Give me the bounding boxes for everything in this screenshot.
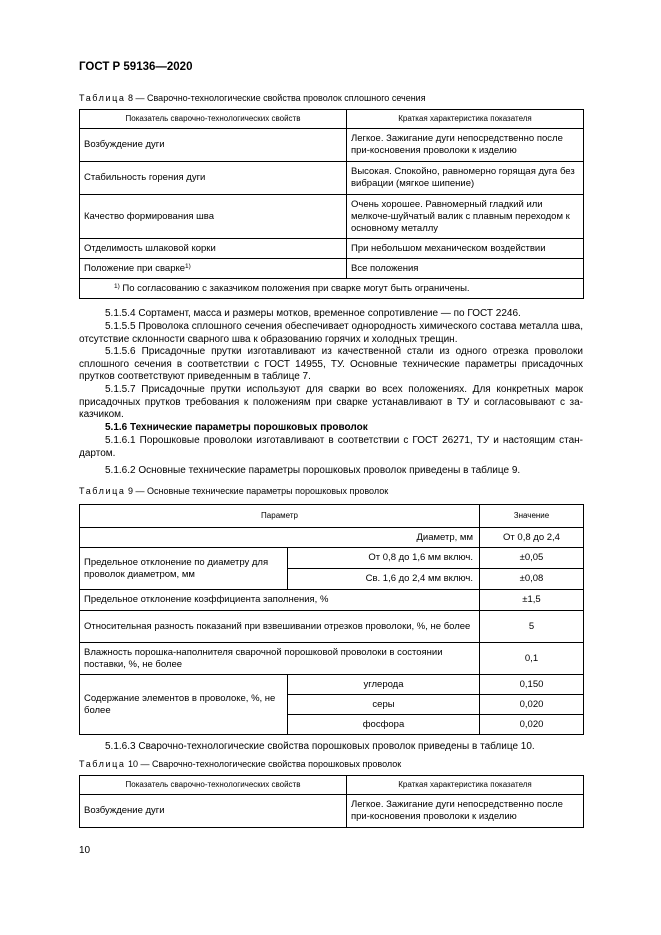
table10-caption bbox=[79, 759, 401, 769]
paragraph-5-1-5-6 bbox=[79, 346, 583, 384]
parameter-subrange: От 0,8 до 1,6 мм включ. bbox=[288, 548, 480, 569]
parameter-value: 0,020 bbox=[480, 715, 584, 735]
table-row bbox=[80, 611, 584, 643]
property-value: Легкое. Зажигание дуги непосредственно после при-косновения проволоки к изделию bbox=[347, 129, 584, 162]
paragraph-5-1-6-1 bbox=[79, 435, 583, 460]
element-name: углерода bbox=[288, 675, 480, 695]
table-row bbox=[80, 675, 584, 695]
parameter-value: ±0,05 bbox=[480, 548, 584, 569]
property-name: Возбуждение дуги bbox=[80, 129, 347, 162]
parameter-name: Предельное отклонение коэффициента заполнения, % bbox=[80, 590, 480, 611]
property-name: Отделимость шлаковой корки bbox=[80, 239, 347, 259]
paragraph-text: 5.1.5.4 Сортамент, масса и размеры мотков, временное сопротивление — по ГОСТ 2246. bbox=[105, 308, 521, 319]
footnote-text: По согласованию с заказчиком положения при сварке могут быть ограничены. bbox=[119, 282, 470, 294]
property-value: Все положения bbox=[347, 259, 584, 279]
parameter-value: ±1,5 bbox=[480, 590, 584, 611]
parameter-name: Предельное отклонение по диаметру для проволок диаметром, мм bbox=[80, 548, 288, 590]
column-header: Параметр bbox=[80, 505, 480, 528]
table-row bbox=[80, 259, 584, 279]
section-heading-5-1-6 bbox=[79, 422, 583, 435]
parameter-value: 0,1 bbox=[480, 643, 584, 675]
property-value: Высокая. Спокойно, равномерно горящая дуга без вибрации (мягкое шипение) bbox=[347, 162, 584, 195]
property-name bbox=[80, 259, 347, 279]
paragraph-text: 5.1.5.5 Проволока сплошного сечения обеспечивает однородность химического состава металла шва, отсутствие склонности сварного шва к образованию горячих и холодных трещин. bbox=[79, 321, 583, 345]
parameter-value: От 0,8 до 2,4 bbox=[480, 528, 584, 548]
table-row bbox=[80, 239, 584, 259]
document-header: ГОСТ Р 59136—2020 bbox=[79, 61, 193, 73]
parameter-subrange: Св. 1,6 до 2,4 мм включ. bbox=[288, 569, 480, 590]
property-name: Возбуждение дуги bbox=[80, 795, 347, 828]
paragraph-text: 5.1.5.7 Присадочные прутки используют для сварки во всех положениях. Для конкретных марок присадочных прутков требования к положениям при сварке устанавливают в ТУ и согласовывают с за-казчиком. bbox=[79, 384, 583, 420]
caption-label: Таблица bbox=[79, 759, 126, 769]
parameter-name: Диаметр, мм bbox=[80, 528, 480, 548]
paragraph-text: 5.1.5.6 Присадочные прутки изготавливают из качественной стали из одного отрезка проволоки сплошного сечения в соответствии с ГОСТ 14955, ТУ. Основные технические параметры присадочных прутков соответствуют приведенным в таблице 7. bbox=[79, 346, 583, 382]
column-header: Значение bbox=[480, 505, 584, 528]
parameter-value: 0,150 bbox=[480, 675, 584, 695]
table-10 bbox=[79, 775, 584, 828]
caption-text: 9 — Основные технические параметры порошковых проволок bbox=[125, 486, 389, 496]
table-row bbox=[80, 643, 584, 675]
paragraph-5-1-6-3 bbox=[79, 741, 583, 754]
table8-caption bbox=[79, 93, 426, 103]
parameter-value: 5 bbox=[480, 611, 584, 643]
parameter-value: ±0,08 bbox=[480, 569, 584, 590]
table-row bbox=[80, 548, 584, 569]
column-header: Краткая характеристика показателя bbox=[347, 776, 584, 795]
table-header-row bbox=[80, 505, 584, 528]
caption-text: 10 — Сварочно-технологические свойства порошковых проволок bbox=[125, 759, 402, 769]
element-name: серы bbox=[288, 695, 480, 715]
table-row bbox=[80, 195, 584, 239]
column-header: Показатель сварочно-технологических свойств bbox=[80, 776, 347, 795]
property-value: При небольшом механическом воздействии bbox=[347, 239, 584, 259]
paragraph-5-1-5-7 bbox=[79, 384, 583, 422]
paragraph-text: 5.1.6.2 Основные технические параметры порошковых проволок приведены в таблице 9. bbox=[105, 465, 521, 476]
element-name: фосфора bbox=[288, 715, 480, 735]
property-value: Очень хорошее. Равномерный гладкий или мелкоче-шуйчатый валик с плавным переходом к основному металлу bbox=[347, 195, 584, 239]
table-footnote bbox=[80, 279, 584, 299]
caption-label: Таблица bbox=[79, 93, 126, 103]
paragraph-5-1-5-5 bbox=[79, 321, 583, 346]
parameter-name: Влажность порошка-наполнителя сварочной порошковой проволоки в состоянии поставки, %, не более bbox=[80, 643, 480, 675]
parameter-name: Относительная разность показаний при взвешивании отрезков проволоки, %, не более bbox=[80, 611, 480, 643]
footnote-marker: 1) bbox=[185, 262, 191, 270]
page-number: 10 bbox=[79, 845, 91, 856]
table-row bbox=[80, 795, 584, 828]
table-row bbox=[80, 528, 584, 548]
property-value: Легкое. Зажигание дуги непосредственно после при-косновения проволоки к изделию bbox=[347, 795, 584, 828]
caption-text: 8 — Сварочно-технологические свойства проволок сплошного сечения bbox=[125, 93, 426, 103]
caption-label: Таблица bbox=[79, 486, 126, 496]
property-name: Стабильность горения дуги bbox=[80, 162, 347, 195]
table-9 bbox=[79, 504, 584, 735]
heading-text: 5.1.6 Технические параметры порошковых проволок bbox=[105, 422, 368, 433]
table-header-row bbox=[80, 110, 584, 129]
parameter-name: Содержание элементов в проволоке, %, не более bbox=[80, 675, 288, 735]
property-name-text: Положение при сварке bbox=[84, 262, 186, 274]
property-name: Качество формирования шва bbox=[80, 195, 347, 239]
paragraph-text: 5.1.6.3 Сварочно-технологические свойства порошковых проволок приведены в таблице 10. bbox=[105, 741, 535, 752]
table9-caption bbox=[79, 486, 388, 496]
table-header-row bbox=[80, 776, 584, 795]
table-8 bbox=[79, 109, 584, 299]
parameter-value: 0,020 bbox=[480, 695, 584, 715]
footnote-marker: 1) bbox=[114, 282, 120, 290]
column-header: Краткая характеристика показателя bbox=[347, 110, 584, 129]
paragraph-5-1-6-2 bbox=[79, 465, 583, 478]
table-row bbox=[80, 162, 584, 195]
paragraph-text: 5.1.6.1 Порошковые проволоки изготавливают в соответствии с ГОСТ 26271, ТУ и настоящим стан-дартом. bbox=[79, 435, 583, 459]
paragraph-5-1-5-4 bbox=[79, 308, 583, 321]
table-row bbox=[80, 590, 584, 611]
table-row bbox=[80, 129, 584, 162]
column-header: Показатель сварочно-технологических свойств bbox=[80, 110, 347, 129]
table-footnote-row bbox=[80, 279, 584, 299]
